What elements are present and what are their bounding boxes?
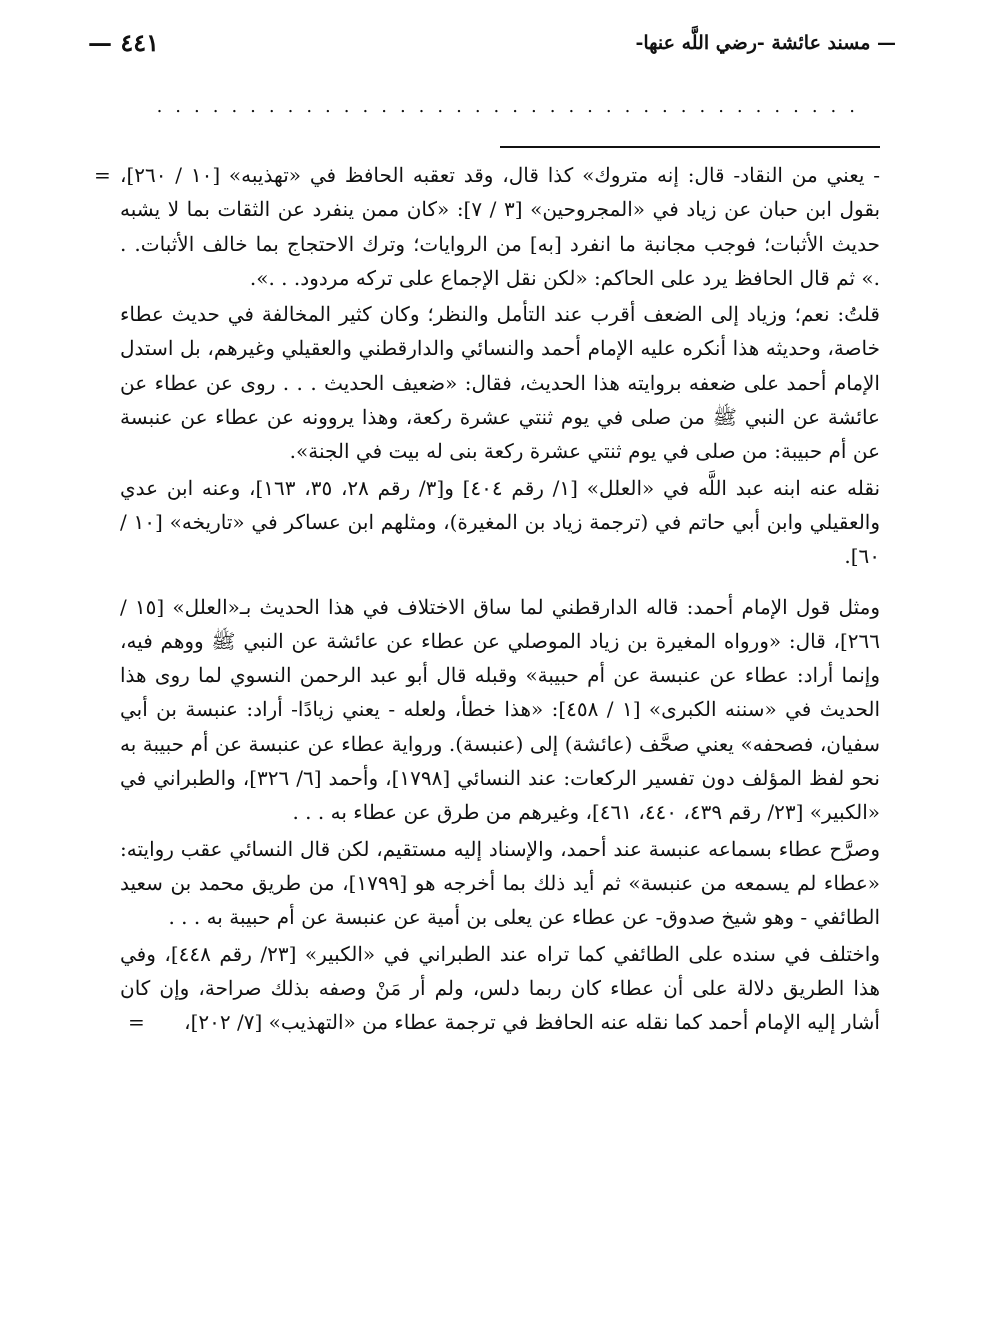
ellipsis-dots: ...................................... <box>156 96 868 116</box>
footnote-paragraph <box>94 158 881 295</box>
footnote-paragraph <box>120 937 880 1040</box>
paragraph-text: واختلف في سنده على الطائفي كما تراه عند الطبراني في «الكبير» [٢٣/ رقم ٤٤٨]، وفي هذا الطريق دلالة على أن عطاء كان ربما دلس، ولم أر مَنْ وصفه بذلك صراحة، وإن كان أشار إليه الإمام أحمد كما نقله عنه الحافظ في ترجمة عطاء من «التهذيب» [٧/ ٢٠٢]، <box>120 941 880 1035</box>
paragraph-text: وصرَّح عطاء بسماعه عنبسة عند أحمد، والإسناد إليه مستقيم، لكن قال النسائي عقب روايته: «عطاء لم يسمعه من عنبسة» ثم أيد ذلك بما أخرجه هو [١٧٩٩]، من طريق محمد بن سعيد الطائفي - وهو شيخ صدوق- عن عطاء عن يعلى بن أمية عن عنبسة عن أم حبيبة به . . . <box>120 836 880 930</box>
footnote-paragraph <box>120 590 880 830</box>
continuation-mark-end: = <box>128 1010 145 1035</box>
footnote-body <box>94 158 881 1039</box>
paragraph-text: قلتُ: نعم؛ وزياد إلى الضعف أقرب عند التأمل والنظر؛ وكان كثير المخالفة في حديث عطاء خاصة، وحديثه هذا أنكره عليه الإمام أحمد والنسائي والدارقطني والعقيلي وغيرهم، بل استدل الإمام أحمد على ضعفه بروايته هذا الحديث، فقال: «ضعيف الحديث . . . روى عن عطاء عن عائشة عن النبي ﷺ من صلى في يوم ثنتي عشرة ركعة، وهذا يروونه عن عطاء عن عنبسة عن أم حبيبة: من صلى في يوم ثنتي عشرة ركعة بنى له بيت في الجنة». <box>120 302 880 464</box>
footnote-paragraph <box>120 297 880 468</box>
paragraph-text: نقله عنه ابنه عبد اللَّه في «العلل» [١/ رقم ٤٠٤] و[٣/ رقم ٢٨، ٣٥، ١٦٣]، وعنه ابن عدي والعقيلي وابن أبي حاتم في (ترجمة زياد بن المغيرة)، ومثلهم ابن عساكر في «تاريخه» [١٠ / ٦٠]. <box>120 475 881 569</box>
footnote-separator <box>500 146 880 148</box>
running-title: — مسند عائشة -رضي اللَّه عنها- <box>627 32 896 54</box>
paragraph-text: - يعني من النقاد- قال: إنه متروك» كذا قال، وقد تعقبه الحافظ في «تهذيبه» [١٠ / ٢٦٠]، بقول ابن حبان عن زياد في «المجروحين» [٣ / ٧]: «كان ممن ينفرد عن الثقات بما لا يشبه حديث الأثبات؛ فوجب مجانبة ما انفرد [به] من الروايات؛ وترك الاحتجاج بما خالف الأثبات. . .» ثم قال الحافظ يرد على الحاكم: «لكن نقل الإجماع على تركه مردود. . .». <box>120 163 881 290</box>
footnote-paragraph <box>120 471 880 574</box>
paragraph-text: ومثل قول الإمام أحمد: قاله الدارقطني لما ساق الاختلاف في هذا الحديث بـ«العلل» [١٥ / ٢٦٦]، قال: «ورواه المغيرة بن زياد الموصلي عن عطاء عن عائشة عن النبي ﷺ ووهم فيه، وإنما أراد: عطاء عن عنبسة عن أم حبيبة» وقبله قال أبو عبد الرحمن النسوي لما روى هذا الحديث في «سننه الكبرى» [١ / ٤٥٨]: «هذا خطأ، ولعله - يعني زيادًا- أراد: عنبسة بن أبي سفيان، فصحفه» يعني صحَّف (عائشة) إلى (عنبسة). ورواية عطاء عن عنبسة عن أم حبيبة به نحو لفظ المؤلف دون تفسير الركعات: عند النسائي [١٧٩٨]، وأحمد [٦/ ٣٢٦]، والطبراني في «الكبير» [٢٣/ رقم ٤٣٩، ٤٤٠، ٤٦١]، وغيرهم من طرق عن عطاء به . . . <box>120 594 881 825</box>
page-number: ٤٤١ — <box>88 28 167 57</box>
running-header <box>88 28 896 64</box>
footnote-paragraph <box>120 832 880 935</box>
continuation-mark-start: = <box>94 163 111 187</box>
